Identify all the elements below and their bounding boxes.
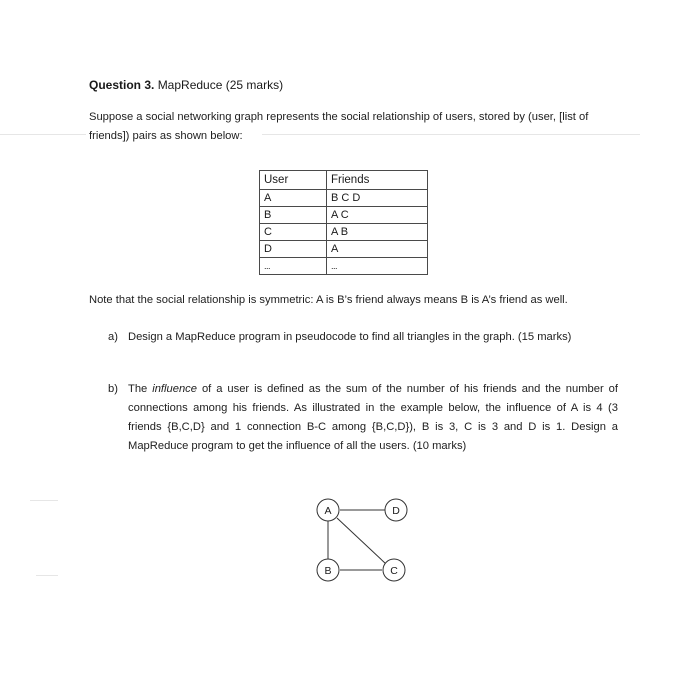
cell-friends: A C: [327, 207, 428, 224]
edge-a-c: [337, 518, 386, 564]
part-b-marker: b): [108, 383, 118, 395]
part-a-marker: a): [108, 331, 118, 343]
cell-user: C: [260, 224, 327, 241]
table-row: [260, 241, 428, 258]
header-friends: Friends: [327, 171, 428, 190]
friendship-graph: [300, 495, 430, 590]
question-heading: MapReduce (25 marks): [157, 78, 284, 92]
table-row: [260, 258, 428, 275]
part-a: [108, 328, 648, 348]
table-header-row: [260, 171, 428, 190]
node-c-label: C: [390, 565, 398, 577]
cell-user-ellipsis: ...: [260, 258, 327, 275]
table-row: [260, 207, 428, 224]
question-number: Question 3.: [89, 78, 155, 92]
node-b: [317, 559, 339, 581]
cell-user: B: [260, 207, 327, 224]
header-user: User: [260, 171, 327, 190]
friends-table: [259, 170, 428, 275]
node-b-label: B: [324, 565, 332, 577]
intro-paragraph: Suppose a social networking graph represents the social relationship of users, stored by (user, [list of friends]) pairs as shown below:: [89, 111, 589, 142]
scan-artifact-line: [0, 134, 86, 135]
cell-friends: A: [327, 241, 428, 258]
cell-friends-ellipsis: ...: [327, 258, 428, 275]
node-d: [385, 499, 407, 521]
table-row: [260, 224, 428, 241]
node-a-label: A: [324, 505, 332, 517]
cell-user: A: [260, 190, 327, 207]
node-c: [383, 559, 405, 581]
node-a: [317, 499, 339, 521]
cell-friends: B C D: [327, 190, 428, 207]
cell-friends: A B: [327, 224, 428, 241]
symmetry-note: Note that the social relationship is symmetric: A is B’s friend always means B is A’s friend as well.: [89, 294, 568, 306]
part-b-emphasis: influence: [152, 383, 198, 395]
scan-artifact-line: [36, 575, 58, 576]
cell-user: D: [260, 241, 327, 258]
node-d-label: D: [392, 505, 400, 517]
part-a-text: Design a MapReduce program in pseudocode to find all triangles in the graph. (15 marks): [128, 331, 572, 343]
part-b-text: [128, 380, 618, 456]
scan-artifact-line: [30, 500, 58, 501]
part-b-lead: The: [128, 383, 153, 395]
part-b-body: of a user is defined as the sum of the number of his friends and the number of connections among his friends. As illustrated in the example below, the influence of A is 4 (3 friends {B,C,D} and 1 connection B-C among {B,C,D}), B is 3, C is 3 and D is 1. Design a MapReduce program to get the influence of all the users. (10 marks): [128, 383, 618, 452]
question-title: [89, 77, 283, 93]
table-row: [260, 190, 428, 207]
part-b: [108, 380, 618, 460]
